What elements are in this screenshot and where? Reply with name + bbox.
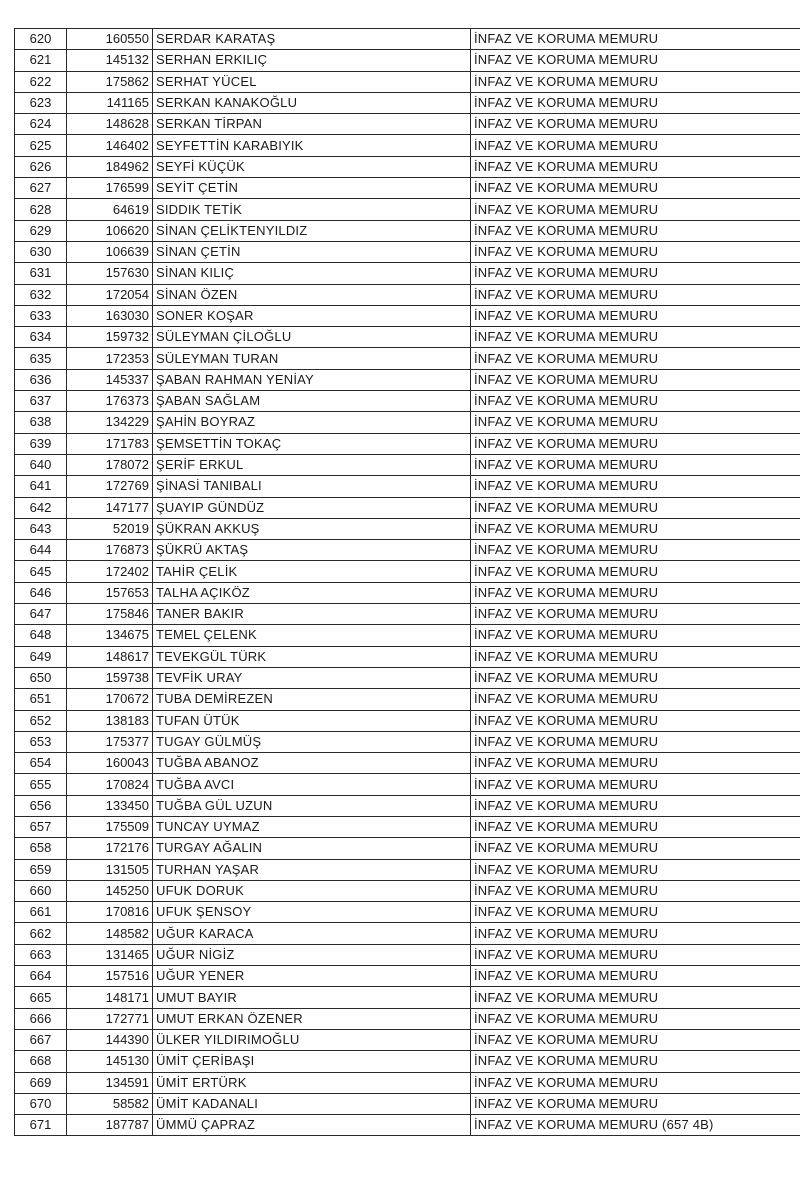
row-number-cell: 666 — [15, 1008, 67, 1029]
id-number-cell: 172769 — [67, 476, 153, 497]
table-row — [15, 838, 800, 859]
position-cell: İNFAZ VE KORUMA MEMURU — [471, 795, 800, 816]
table-row — [15, 327, 800, 348]
position-cell: İNFAZ VE KORUMA MEMURU — [471, 1029, 800, 1050]
name-cell: UMUT BAYIR — [153, 987, 471, 1008]
table-row — [15, 646, 800, 667]
table-row — [15, 1008, 800, 1029]
position-cell: İNFAZ VE KORUMA MEMURU — [471, 305, 800, 326]
table-row — [15, 518, 800, 539]
row-number-cell: 643 — [15, 518, 67, 539]
table-row — [15, 433, 800, 454]
table-row — [15, 1072, 800, 1093]
position-cell: İNFAZ VE KORUMA MEMURU — [471, 114, 800, 135]
name-cell: UMUT ERKAN ÖZENER — [153, 1008, 471, 1029]
name-cell: ÜMİT KADANALI — [153, 1093, 471, 1114]
table-row — [15, 50, 800, 71]
row-number-cell: 645 — [15, 561, 67, 582]
row-number-cell: 665 — [15, 987, 67, 1008]
row-number-cell: 641 — [15, 476, 67, 497]
name-cell: TUNCAY UYMAZ — [153, 816, 471, 837]
position-cell: İNFAZ VE KORUMA MEMURU — [471, 646, 800, 667]
row-number-cell: 636 — [15, 369, 67, 390]
name-cell: ÜLKER YILDIRIMOĞLU — [153, 1029, 471, 1050]
table-row — [15, 71, 800, 92]
name-cell: SİNAN ÖZEN — [153, 284, 471, 305]
position-cell: İNFAZ VE KORUMA MEMURU — [471, 497, 800, 518]
name-cell: SEYFİ KÜÇÜK — [153, 156, 471, 177]
table-row — [15, 859, 800, 880]
row-number-cell: 633 — [15, 305, 67, 326]
row-number-cell: 627 — [15, 178, 67, 199]
id-number-cell: 187787 — [67, 1115, 153, 1136]
table-row — [15, 284, 800, 305]
id-number-cell: 144390 — [67, 1029, 153, 1050]
table-row — [15, 625, 800, 646]
table-row — [15, 29, 800, 50]
id-number-cell: 145337 — [67, 369, 153, 390]
row-number-cell: 628 — [15, 199, 67, 220]
name-cell: ŞABAN RAHMAN YENİAY — [153, 369, 471, 390]
id-number-cell: 157653 — [67, 582, 153, 603]
position-cell: İNFAZ VE KORUMA MEMURU — [471, 774, 800, 795]
position-cell: İNFAZ VE KORUMA MEMURU — [471, 838, 800, 859]
name-cell: SİNAN ÇETİN — [153, 241, 471, 262]
position-cell: İNFAZ VE KORUMA MEMURU — [471, 604, 800, 625]
table-row — [15, 263, 800, 284]
row-number-cell: 659 — [15, 859, 67, 880]
table-row — [15, 667, 800, 688]
id-number-cell: 134591 — [67, 1072, 153, 1093]
table-row — [15, 114, 800, 135]
id-number-cell: 106639 — [67, 241, 153, 262]
id-number-cell: 134229 — [67, 412, 153, 433]
id-number-cell: 148628 — [67, 114, 153, 135]
name-cell: UĞUR NİGİZ — [153, 944, 471, 965]
row-number-cell: 662 — [15, 923, 67, 944]
position-cell: İNFAZ VE KORUMA MEMURU — [471, 987, 800, 1008]
id-number-cell: 131465 — [67, 944, 153, 965]
table-row — [15, 966, 800, 987]
table-row — [15, 1029, 800, 1050]
name-cell: UFUK ŞENSOY — [153, 902, 471, 923]
id-number-cell: 58582 — [67, 1093, 153, 1114]
name-cell: ŞÜKRÜ AKTAŞ — [153, 540, 471, 561]
name-cell: TUBA DEMİREZEN — [153, 689, 471, 710]
name-cell: SÜLEYMAN TURAN — [153, 348, 471, 369]
position-cell: İNFAZ VE KORUMA MEMURU — [471, 625, 800, 646]
row-number-cell: 661 — [15, 902, 67, 923]
row-number-cell: 635 — [15, 348, 67, 369]
name-cell: SERDAR KARATAŞ — [153, 29, 471, 50]
row-number-cell: 622 — [15, 71, 67, 92]
id-number-cell: 175377 — [67, 731, 153, 752]
position-cell: İNFAZ VE KORUMA MEMURU — [471, 433, 800, 454]
name-cell: TUĞBA AVCI — [153, 774, 471, 795]
id-number-cell: 147177 — [67, 497, 153, 518]
table-row — [15, 156, 800, 177]
name-cell: ŞÜKRAN AKKUŞ — [153, 518, 471, 539]
id-number-cell: 172353 — [67, 348, 153, 369]
id-number-cell: 163030 — [67, 305, 153, 326]
row-number-cell: 638 — [15, 412, 67, 433]
name-cell: ÜMMÜ ÇAPRAZ — [153, 1115, 471, 1136]
id-number-cell: 171783 — [67, 433, 153, 454]
name-cell: TUĞBA GÜL UZUN — [153, 795, 471, 816]
id-number-cell: 172402 — [67, 561, 153, 582]
row-number-cell: 646 — [15, 582, 67, 603]
row-number-cell: 648 — [15, 625, 67, 646]
id-number-cell: 172771 — [67, 1008, 153, 1029]
id-number-cell: 148171 — [67, 987, 153, 1008]
table-row — [15, 135, 800, 156]
table-row — [15, 1051, 800, 1072]
row-number-cell: 640 — [15, 454, 67, 475]
row-number-cell: 668 — [15, 1051, 67, 1072]
table-row — [15, 561, 800, 582]
row-number-cell: 625 — [15, 135, 67, 156]
position-cell: İNFAZ VE KORUMA MEMURU — [471, 816, 800, 837]
position-cell: İNFAZ VE KORUMA MEMURU — [471, 1072, 800, 1093]
position-cell: İNFAZ VE KORUMA MEMURU — [471, 92, 800, 113]
position-cell: İNFAZ VE KORUMA MEMURU — [471, 966, 800, 987]
roster-body — [15, 29, 800, 1136]
roster-table — [14, 28, 800, 1136]
id-number-cell: 106620 — [67, 220, 153, 241]
name-cell: ŞERİF ERKUL — [153, 454, 471, 475]
position-cell: İNFAZ VE KORUMA MEMURU — [471, 220, 800, 241]
position-cell: İNFAZ VE KORUMA MEMURU — [471, 731, 800, 752]
row-number-cell: 632 — [15, 284, 67, 305]
name-cell: SERHAT YÜCEL — [153, 71, 471, 92]
row-number-cell: 663 — [15, 944, 67, 965]
id-number-cell: 175862 — [67, 71, 153, 92]
row-number-cell: 651 — [15, 689, 67, 710]
id-number-cell: 159738 — [67, 667, 153, 688]
row-number-cell: 637 — [15, 391, 67, 412]
position-cell: İNFAZ VE KORUMA MEMURU — [471, 263, 800, 284]
row-number-cell: 624 — [15, 114, 67, 135]
table-row — [15, 731, 800, 752]
position-cell: İNFAZ VE KORUMA MEMURU — [471, 241, 800, 262]
id-number-cell: 175509 — [67, 816, 153, 837]
id-number-cell: 159732 — [67, 327, 153, 348]
id-number-cell: 176373 — [67, 391, 153, 412]
id-number-cell: 175846 — [67, 604, 153, 625]
table-row — [15, 220, 800, 241]
id-number-cell: 133450 — [67, 795, 153, 816]
row-number-cell: 667 — [15, 1029, 67, 1050]
row-number-cell: 655 — [15, 774, 67, 795]
table-row — [15, 92, 800, 113]
row-number-cell: 654 — [15, 753, 67, 774]
id-number-cell: 172176 — [67, 838, 153, 859]
table-row — [15, 902, 800, 923]
row-number-cell: 631 — [15, 263, 67, 284]
position-cell: İNFAZ VE KORUMA MEMURU — [471, 29, 800, 50]
position-cell: İNFAZ VE KORUMA MEMURU — [471, 753, 800, 774]
position-cell: İNFAZ VE KORUMA MEMURU — [471, 454, 800, 475]
name-cell: TEVFİK URAY — [153, 667, 471, 688]
row-number-cell: 653 — [15, 731, 67, 752]
id-number-cell: 141165 — [67, 92, 153, 113]
table-row — [15, 604, 800, 625]
position-cell: İNFAZ VE KORUMA MEMURU — [471, 412, 800, 433]
id-number-cell: 64619 — [67, 199, 153, 220]
id-number-cell: 138183 — [67, 710, 153, 731]
row-number-cell: 649 — [15, 646, 67, 667]
id-number-cell: 146402 — [67, 135, 153, 156]
id-number-cell: 145132 — [67, 50, 153, 71]
id-number-cell: 176873 — [67, 540, 153, 561]
table-row — [15, 944, 800, 965]
id-number-cell: 184962 — [67, 156, 153, 177]
table-row — [15, 753, 800, 774]
table-row — [15, 987, 800, 1008]
position-cell: İNFAZ VE KORUMA MEMURU — [471, 667, 800, 688]
row-number-cell: 647 — [15, 604, 67, 625]
position-cell: İNFAZ VE KORUMA MEMURU — [471, 902, 800, 923]
position-cell: İNFAZ VE KORUMA MEMURU — [471, 369, 800, 390]
name-cell: TUGAY GÜLMÜŞ — [153, 731, 471, 752]
name-cell: TALHA AÇIKÖZ — [153, 582, 471, 603]
table-row — [15, 582, 800, 603]
id-number-cell: 176599 — [67, 178, 153, 199]
name-cell: ŞİNASİ TANIBALI — [153, 476, 471, 497]
name-cell: TEVEKGÜL TÜRK — [153, 646, 471, 667]
row-number-cell: 626 — [15, 156, 67, 177]
table-row — [15, 816, 800, 837]
row-number-cell: 642 — [15, 497, 67, 518]
table-row — [15, 476, 800, 497]
table-row — [15, 391, 800, 412]
row-number-cell: 621 — [15, 50, 67, 71]
table-row — [15, 923, 800, 944]
id-number-cell: 160043 — [67, 753, 153, 774]
table-row — [15, 199, 800, 220]
table-row — [15, 774, 800, 795]
row-number-cell: 652 — [15, 710, 67, 731]
name-cell: ŞABAN SAĞLAM — [153, 391, 471, 412]
id-number-cell: 134675 — [67, 625, 153, 646]
position-cell: İNFAZ VE KORUMA MEMURU — [471, 518, 800, 539]
row-number-cell: 669 — [15, 1072, 67, 1093]
name-cell: SERKAN KANAKOĞLU — [153, 92, 471, 113]
id-number-cell: 178072 — [67, 454, 153, 475]
table-row — [15, 305, 800, 326]
name-cell: ŞUAYIP GÜNDÜZ — [153, 497, 471, 518]
position-cell: İNFAZ VE KORUMA MEMURU — [471, 1051, 800, 1072]
name-cell: TAHİR ÇELİK — [153, 561, 471, 582]
id-number-cell: 145130 — [67, 1051, 153, 1072]
table-row — [15, 241, 800, 262]
table-row — [15, 795, 800, 816]
table-row — [15, 348, 800, 369]
table-row — [15, 689, 800, 710]
id-number-cell: 170816 — [67, 902, 153, 923]
name-cell: TUFAN ÜTÜK — [153, 710, 471, 731]
position-cell: İNFAZ VE KORUMA MEMURU — [471, 859, 800, 880]
row-number-cell: 671 — [15, 1115, 67, 1136]
name-cell: TEMEL ÇELENK — [153, 625, 471, 646]
name-cell: ŞAHİN BOYRAZ — [153, 412, 471, 433]
position-cell: İNFAZ VE KORUMA MEMURU — [471, 71, 800, 92]
table-row — [15, 710, 800, 731]
id-number-cell: 170824 — [67, 774, 153, 795]
name-cell: ÜMİT ERTÜRK — [153, 1072, 471, 1093]
row-number-cell: 644 — [15, 540, 67, 561]
position-cell: İNFAZ VE KORUMA MEMURU — [471, 540, 800, 561]
table-row — [15, 880, 800, 901]
id-number-cell: 148582 — [67, 923, 153, 944]
roster-sheet — [14, 28, 800, 1136]
id-number-cell: 172054 — [67, 284, 153, 305]
id-number-cell: 157630 — [67, 263, 153, 284]
table-row — [15, 369, 800, 390]
row-number-cell: 629 — [15, 220, 67, 241]
id-number-cell: 52019 — [67, 518, 153, 539]
position-cell: İNFAZ VE KORUMA MEMURU (657 4B) — [471, 1115, 800, 1136]
name-cell: TURGAY AĞALIN — [153, 838, 471, 859]
row-number-cell: 620 — [15, 29, 67, 50]
position-cell: İNFAZ VE KORUMA MEMURU — [471, 327, 800, 348]
position-cell: İNFAZ VE KORUMA MEMURU — [471, 50, 800, 71]
name-cell: ÜMİT ÇERİBAŞI — [153, 1051, 471, 1072]
table-row — [15, 178, 800, 199]
row-number-cell: 658 — [15, 838, 67, 859]
position-cell: İNFAZ VE KORUMA MEMURU — [471, 199, 800, 220]
position-cell: İNFAZ VE KORUMA MEMURU — [471, 135, 800, 156]
name-cell: SİNAN KILIÇ — [153, 263, 471, 284]
name-cell: SEYFETTİN KARABIYIK — [153, 135, 471, 156]
name-cell: UFUK DORUK — [153, 880, 471, 901]
table-row — [15, 1115, 800, 1136]
name-cell: SÜLEYMAN ÇİLOĞLU — [153, 327, 471, 348]
position-cell: İNFAZ VE KORUMA MEMURU — [471, 710, 800, 731]
position-cell: İNFAZ VE KORUMA MEMURU — [471, 284, 800, 305]
id-number-cell: 160550 — [67, 29, 153, 50]
name-cell: SIDDIK TETİK — [153, 199, 471, 220]
row-number-cell: 657 — [15, 816, 67, 837]
position-cell: İNFAZ VE KORUMA MEMURU — [471, 156, 800, 177]
name-cell: UĞUR YENER — [153, 966, 471, 987]
name-cell: SEYİT ÇETİN — [153, 178, 471, 199]
id-number-cell: 145250 — [67, 880, 153, 901]
name-cell: TANER BAKIR — [153, 604, 471, 625]
name-cell: SERHAN ERKILIÇ — [153, 50, 471, 71]
name-cell: SERKAN TİRPAN — [153, 114, 471, 135]
position-cell: İNFAZ VE KORUMA MEMURU — [471, 391, 800, 412]
name-cell: TURHAN YAŞAR — [153, 859, 471, 880]
position-cell: İNFAZ VE KORUMA MEMURU — [471, 561, 800, 582]
table-row — [15, 412, 800, 433]
name-cell: ŞEMSETTİN TOKAÇ — [153, 433, 471, 454]
id-number-cell: 148617 — [67, 646, 153, 667]
id-number-cell: 157516 — [67, 966, 153, 987]
row-number-cell: 623 — [15, 92, 67, 113]
position-cell: İNFAZ VE KORUMA MEMURU — [471, 944, 800, 965]
name-cell: SONER KOŞAR — [153, 305, 471, 326]
position-cell: İNFAZ VE KORUMA MEMURU — [471, 348, 800, 369]
row-number-cell: 670 — [15, 1093, 67, 1114]
id-number-cell: 170672 — [67, 689, 153, 710]
row-number-cell: 664 — [15, 966, 67, 987]
position-cell: İNFAZ VE KORUMA MEMURU — [471, 1093, 800, 1114]
row-number-cell: 656 — [15, 795, 67, 816]
position-cell: İNFAZ VE KORUMA MEMURU — [471, 178, 800, 199]
table-row — [15, 454, 800, 475]
id-number-cell: 131505 — [67, 859, 153, 880]
row-number-cell: 630 — [15, 241, 67, 262]
position-cell: İNFAZ VE KORUMA MEMURU — [471, 923, 800, 944]
position-cell: İNFAZ VE KORUMA MEMURU — [471, 880, 800, 901]
row-number-cell: 660 — [15, 880, 67, 901]
row-number-cell: 634 — [15, 327, 67, 348]
row-number-cell: 650 — [15, 667, 67, 688]
table-row — [15, 540, 800, 561]
row-number-cell: 639 — [15, 433, 67, 454]
position-cell: İNFAZ VE KORUMA MEMURU — [471, 689, 800, 710]
name-cell: TUĞBA ABANOZ — [153, 753, 471, 774]
table-row — [15, 1093, 800, 1114]
position-cell: İNFAZ VE KORUMA MEMURU — [471, 582, 800, 603]
name-cell: UĞUR KARACA — [153, 923, 471, 944]
name-cell: SİNAN ÇELİKTENYILDIZ — [153, 220, 471, 241]
position-cell: İNFAZ VE KORUMA MEMURU — [471, 476, 800, 497]
position-cell: İNFAZ VE KORUMA MEMURU — [471, 1008, 800, 1029]
table-row — [15, 497, 800, 518]
